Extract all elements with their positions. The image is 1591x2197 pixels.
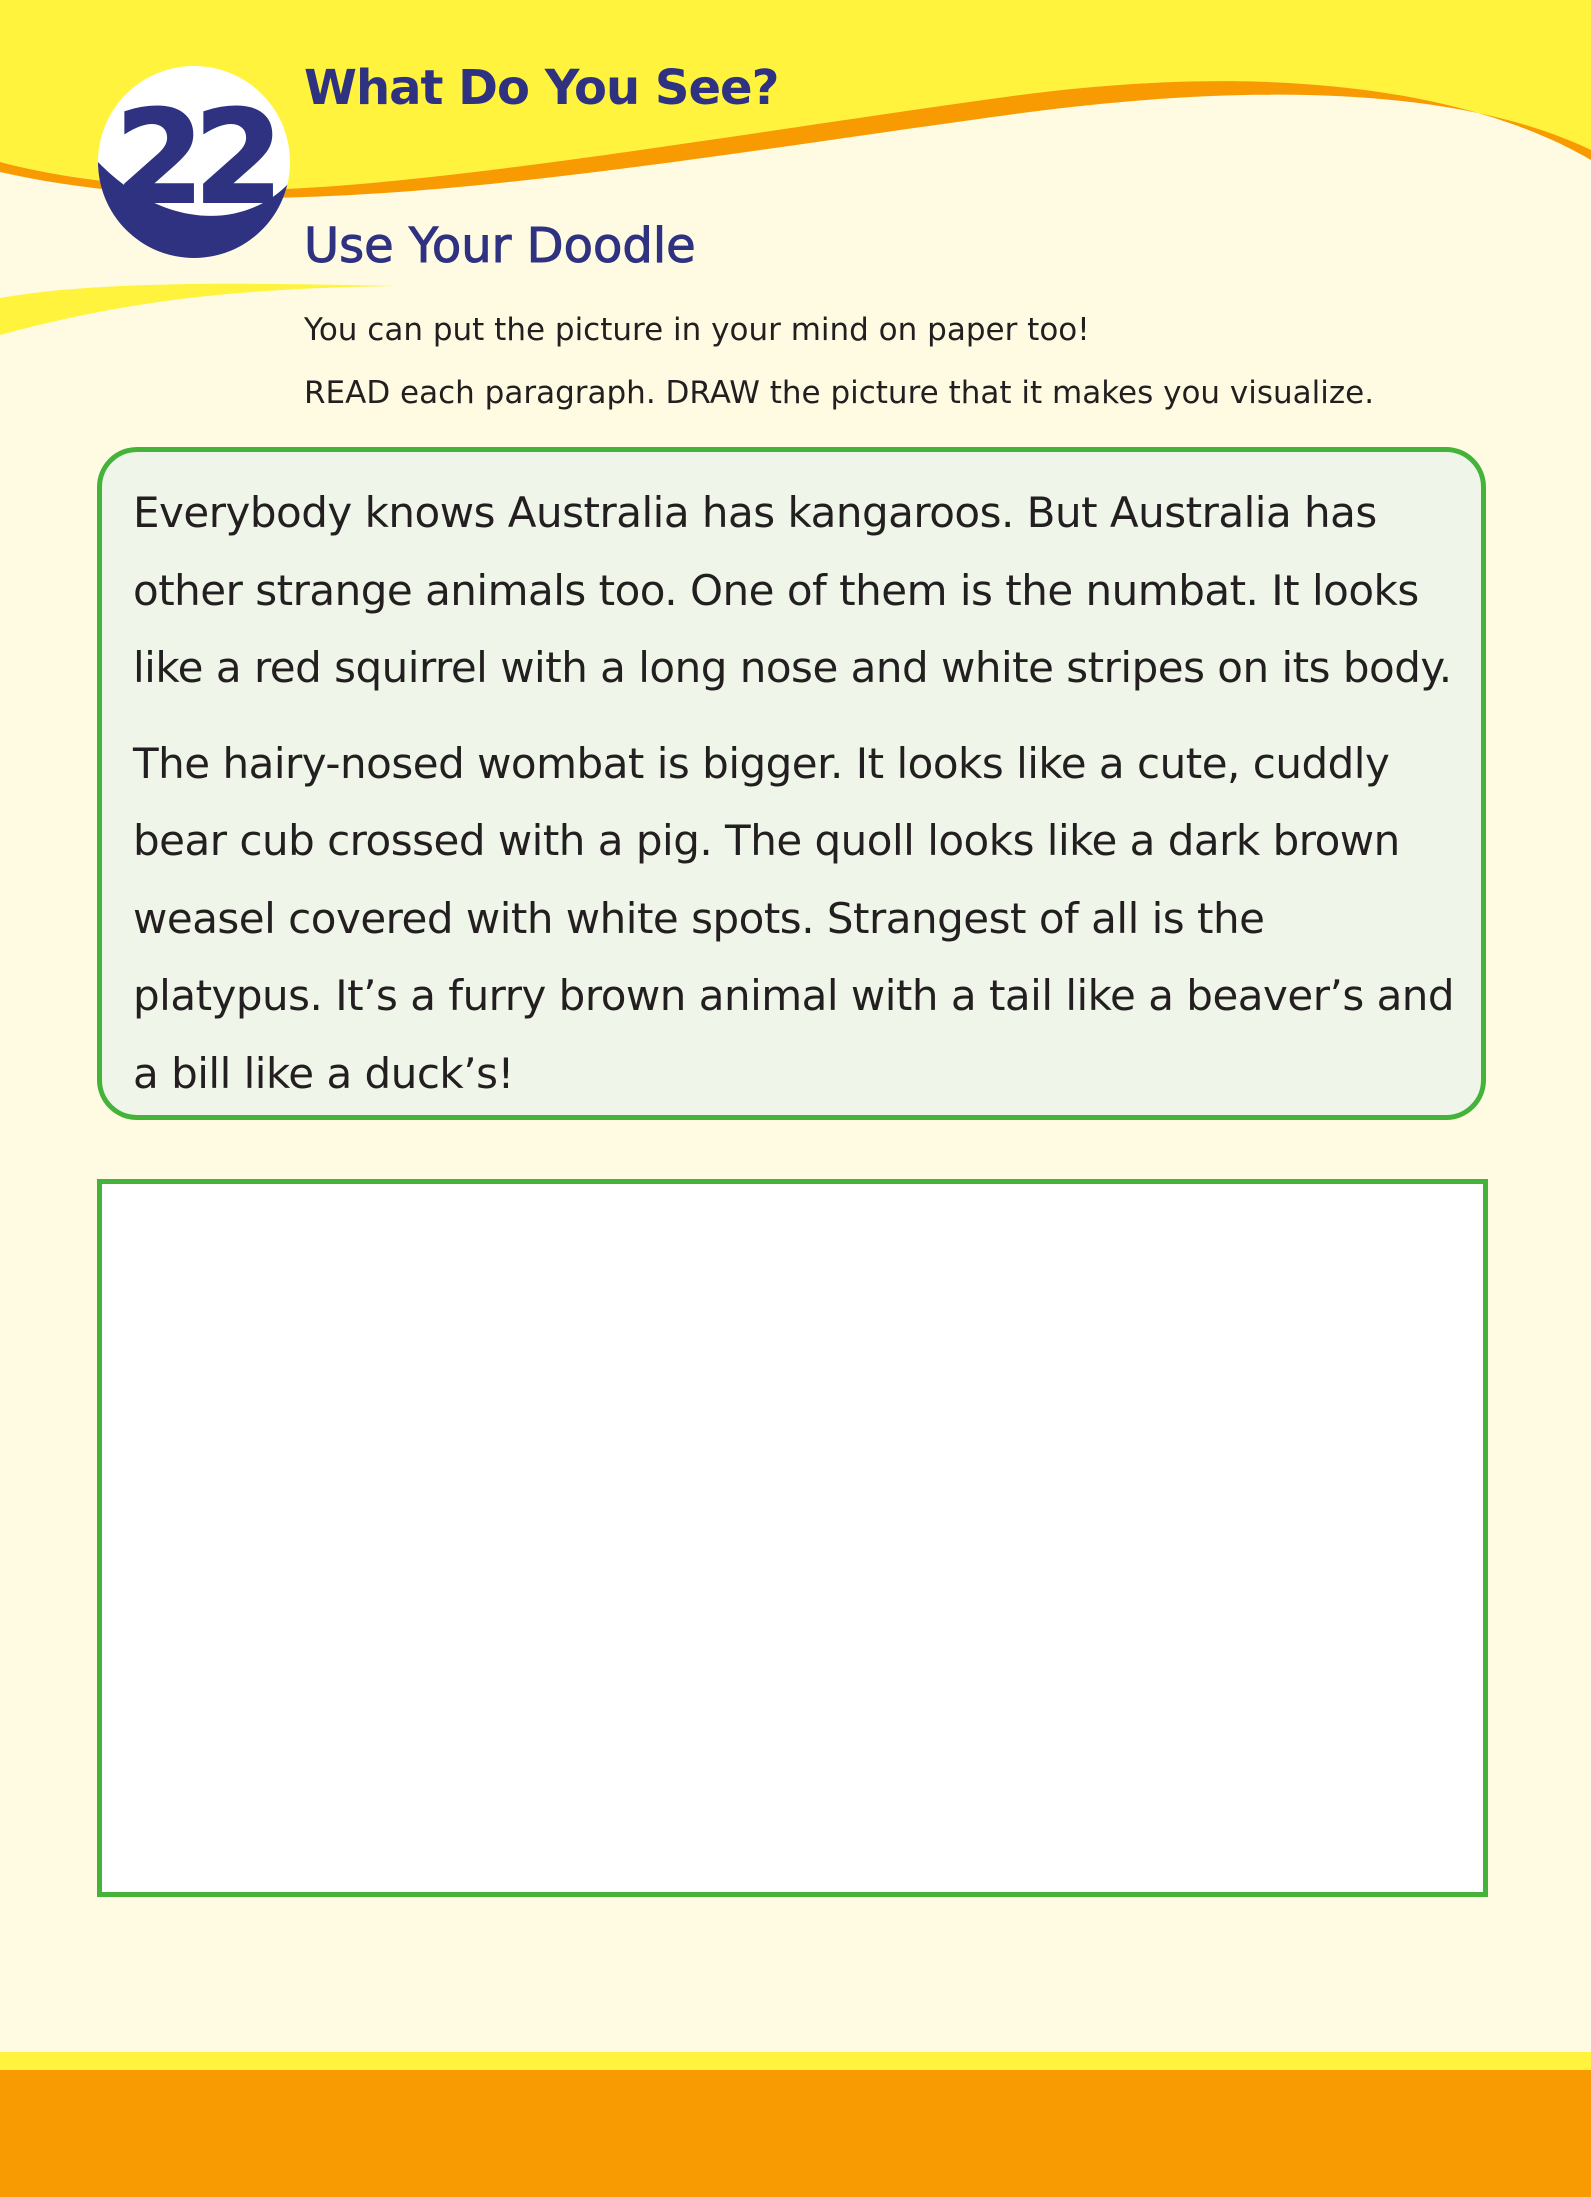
instruction-text: You can put the picture in your mind on paper too! bbox=[304, 312, 1090, 348]
lesson-number-badge bbox=[98, 66, 290, 258]
section-title: Use Your Doodle bbox=[304, 218, 696, 274]
reading-passage-box bbox=[97, 447, 1486, 1120]
passage-paragraph: Everybody knows Australia has kangaroos. But Australia has other strange animals too. One of them is the numbat. It looks like a red squirrel with a long nose and white stripes on its body. bbox=[133, 488, 1452, 692]
lesson-number: 22 bbox=[114, 84, 274, 233]
passage-paragraph: The hairy-nosed wombat is bigger. It looks like a cute, cuddly bear cub crossed with a pig. The quoll looks like a dark brown weasel covered with white spots. Strangest of all is the platypus. It’s a furry brown animal with a tail like a beaver’s and a bill like a duck’s! bbox=[133, 738, 1455, 1098]
drawing-area[interactable] bbox=[97, 1179, 1488, 1897]
footer-yellow-band bbox=[0, 2052, 1591, 2070]
footer-orange-band bbox=[0, 2070, 1591, 2197]
instruction-text: READ each paragraph. DRAW the picture that it makes you visualize. bbox=[304, 375, 1375, 411]
lesson-title: What Do You See? bbox=[304, 60, 779, 116]
